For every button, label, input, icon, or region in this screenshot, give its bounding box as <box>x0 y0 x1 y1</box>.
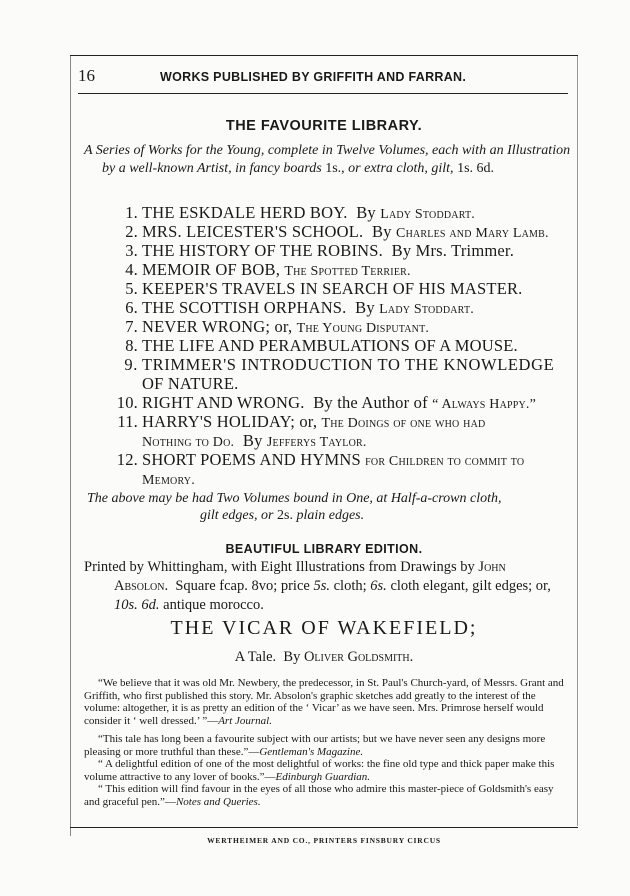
list-item-continuation: Memory. <box>142 473 195 488</box>
list-item: 4. MEMOIR OF BOB, The Spotted Terrier. <box>125 260 411 279</box>
intro-price: 1s., <box>325 160 345 176</box>
favourite-library-heading: THE FAVOURITE LIBRARY. <box>225 118 423 134</box>
page-number: 16 <box>78 66 95 85</box>
intro-text-2: or extra cloth, gilt, <box>348 160 454 176</box>
list-item: 6. THE SCOTTISH ORPHANS. By Lady Stoddart. <box>125 298 474 317</box>
review-quote: “We believe that it was old Mr. Newbery, the predecessor, in St. Paul's Church-yard, of Messrs. Grant and Griffith, who first published this story. Mr. Absolon's graphic sketches add greatly to the interest of the volume: altogether, it is as pretty an edition of the ‘ Vicar’ as we have seen. Mrs. Primrose herself would consider it ‘ well dressed.’ ”—Art Journal. <box>84 677 564 727</box>
list-item: 5. KEEPER'S TRAVELS IN SEARCH OF HIS MASTER. <box>125 279 523 298</box>
top-rule <box>70 55 578 56</box>
list-item-continuation: OF NATURE. <box>142 374 239 393</box>
left-margin-rule <box>70 56 71 836</box>
two-volumes-note-2: gilt edges, or 2s. plain edges. <box>200 508 365 523</box>
beautiful-description-2: Absolon. Square fcap. 8vo; price 5s. cloth; 6s. cloth elegant, gilt edges; or, 10s. 6d. antique morocco. <box>114 578 551 613</box>
list-item: 8. THE LIFE AND PERAMBULATIONS OF A MOUSE. <box>125 336 518 355</box>
list-item: 9. TRIMMER'S INTRODUCTION TO THE KNOWLEDGE <box>124 355 555 374</box>
header-rule <box>78 93 568 94</box>
running-title: WORKS PUBLISHED BY GRIFFITH AND FARRAN. <box>160 70 467 84</box>
list-item: 12. SHORT POEMS AND HYMNS for Children to commit to <box>116 450 525 469</box>
list-item: 11. HARRY'S HOLIDAY; or, The Doings of one who had <box>117 412 486 431</box>
list-item: 1. THE ESKDALE HERD BOY. By Lady Stoddart. <box>125 203 475 222</box>
printer-imprint: WERTHEIMER AND CO., PRINTERS FINSBURY CIRCUS <box>207 836 441 845</box>
footer-rule <box>70 827 578 828</box>
vicar-title: THE VICAR OF WAKEFIELD; <box>170 617 478 639</box>
beautiful-library-heading: BEAUTIFUL LIBRARY EDITION. <box>225 542 423 556</box>
intro-price-2: 1s. 6d. <box>457 160 495 176</box>
beautiful-description: Printed by Whittingham, with Eight Illustrations from Drawings by John <box>84 559 506 575</box>
two-volumes-note: The above may be had Two Volumes bound in One, at Half-a-crown cloth, <box>87 491 502 506</box>
vicar-subtitle: A Tale. By Oliver Goldsmith. <box>234 649 414 665</box>
list-item: 3. THE HISTORY OF THE ROBINS. By Mrs. Trimmer. <box>125 241 515 260</box>
list-item: 2. MRS. LEICESTER'S SCHOOL. By Charles and Mary Lamb. <box>125 222 549 241</box>
list-item-continuation: Nothing to Do. By Jefferys Taylor. <box>142 431 367 450</box>
list-item: 7. NEVER WRONG; or, The Young Disputant. <box>125 317 430 336</box>
review-quote: “This tale has long been a favourite subject with our artists; but we have never seen any designs more pleasing or more truthful than these.”—Gentleman's Magazine. <box>84 733 546 758</box>
intro-text: A Series of Works for the Young, complete in Twelve Volumes, each with an Illustration by a well-known Artist, in fancy boards <box>84 143 571 176</box>
list-item: 10. RIGHT AND WRONG. By the Author of “ Always Happy.” <box>116 393 537 412</box>
review-quote: “ A delightful edition of one of the most delightful of works: the fine old type and thick paper make this volume attractive to any lover of books.”—Edinburgh Guardian. <box>84 758 555 783</box>
review-quote: “ This edition will find favour in the eyes of all those who admire this master-piece of Goldsmith's easy and graceful pen.”—Notes and Queries. <box>84 783 554 808</box>
favourite-intro <box>84 142 582 177</box>
